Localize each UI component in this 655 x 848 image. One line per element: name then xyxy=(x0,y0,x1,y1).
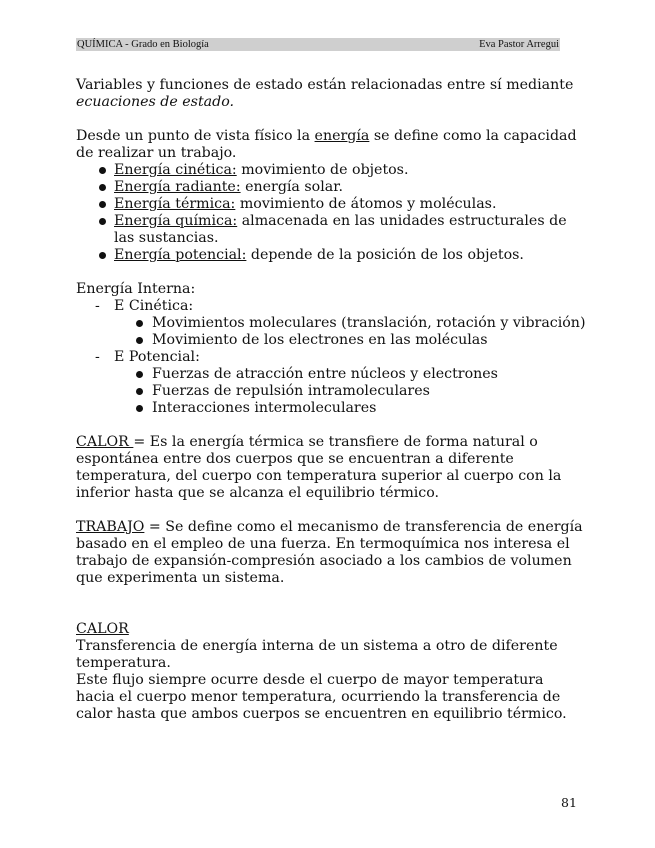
list-item xyxy=(76,332,586,349)
energy-type-term: Energía térmica: xyxy=(114,196,236,212)
energy-type-text: movimiento de objetos. xyxy=(236,162,409,178)
bullet-icon xyxy=(136,320,143,327)
bullet-icon xyxy=(99,184,106,191)
dash-mark: - xyxy=(95,349,100,365)
calor-term: CALOR xyxy=(76,434,134,450)
bullet-icon xyxy=(99,252,106,259)
trabajo-term: TRABAJO xyxy=(76,519,145,535)
bullet-icon xyxy=(99,167,106,174)
cinetica-label: E Cinética: xyxy=(114,298,194,314)
list-item xyxy=(76,196,586,213)
energy-type-term: Energía radiante: xyxy=(114,179,241,195)
list-item xyxy=(76,383,586,400)
energy-type-text: depende de la posición de los objetos. xyxy=(246,247,524,263)
potencial-item xyxy=(76,349,586,366)
energy-type-term: Energía potencial: xyxy=(114,247,247,263)
list-item xyxy=(76,213,586,247)
page-number: 81 xyxy=(561,795,577,810)
calor-text: = Es la energía térmica se transfiere de forma natural o espontánea entre dos cuerpos que se encuentran a diferente temperatura, del cuerpo con temperatura superior al cuerpo con la inferior hasta que se alcanza el equilibrio térmico. xyxy=(76,434,562,501)
list-item xyxy=(76,400,586,417)
cinetica-text: Movimiento de los electrones en las moléculas xyxy=(152,332,488,348)
bullet-icon xyxy=(99,201,106,208)
header-author: Eva Pastor Arregui xyxy=(479,39,559,50)
energia-post: se define como la capacidad de realizar un trabajo. xyxy=(76,128,577,161)
list-item xyxy=(76,247,586,264)
bullet-icon xyxy=(136,405,143,412)
energy-types-list xyxy=(76,162,586,264)
calor-section-p2: Este flujo siempre ocurre desde el cuerpo de mayor temperatura hacia el cuerpo menor temperatura, ocurriendo la transferencia de calor hasta que ambos cuerpos se encuentren en equilibrio térmico. xyxy=(76,672,567,722)
energia-term: energía xyxy=(314,128,370,144)
energy-type-text: movimiento de átomos y moléculas. xyxy=(235,196,497,212)
energia-paragraph xyxy=(76,128,586,162)
page-content xyxy=(76,77,586,723)
potencial-list xyxy=(76,366,586,417)
dash-mark: - xyxy=(95,298,100,314)
trabajo-text: = Se define como el mecanismo de transferencia de energía basado en el empleo de una fuerza. En termoquímica nos interesa el trabajo de expansión-compresión asociado a los cambios de volumen que experimenta un sistema. xyxy=(76,519,583,586)
energia-pre: Desde un punto de vista físico la xyxy=(76,128,315,144)
energy-type-text: almacenada en las unidades estructurales de las sustancias. xyxy=(114,213,567,246)
cinetica-item xyxy=(76,298,586,315)
bullet-icon xyxy=(136,388,143,395)
list-item xyxy=(76,315,586,332)
calor-definition xyxy=(76,434,586,502)
potencial-text: Fuerzas de repulsión intramoleculares xyxy=(152,383,430,399)
list-item xyxy=(76,179,586,196)
header-course: QUÍMICA - Grado en Biología xyxy=(77,39,209,50)
cinetica-list xyxy=(76,315,586,349)
intro-text: Variables y funciones de estado están relacionadas entre sí mediante xyxy=(76,77,574,93)
bullet-icon xyxy=(136,337,143,344)
list-item xyxy=(76,366,586,383)
bullet-icon xyxy=(99,218,106,225)
trabajo-definition xyxy=(76,519,586,587)
calor-section-title: CALOR xyxy=(76,621,129,637)
potencial-text: Interacciones intermoleculares xyxy=(152,400,377,416)
bullet-icon xyxy=(136,371,143,378)
calor-section-p1: Transferencia de energía interna de un sistema a otro de diferente temperatura. xyxy=(76,638,558,671)
intro-italic: ecuaciones de estado. xyxy=(76,94,234,110)
energy-type-text: energía solar. xyxy=(240,179,343,195)
potencial-label: E Potencial: xyxy=(114,349,200,365)
potencial-text: Fuerzas de atracción entre núcleos y electrones xyxy=(152,366,498,382)
page-header xyxy=(76,38,560,51)
intro-paragraph xyxy=(76,77,586,111)
cinetica-text: Movimientos moleculares (translación, rotación y vibración) xyxy=(152,315,586,331)
energy-type-term: Energía química: xyxy=(114,213,238,229)
energia-interna-title: Energía Interna: xyxy=(76,281,196,297)
energy-type-term: Energía cinética: xyxy=(114,162,237,178)
list-item xyxy=(76,162,586,179)
